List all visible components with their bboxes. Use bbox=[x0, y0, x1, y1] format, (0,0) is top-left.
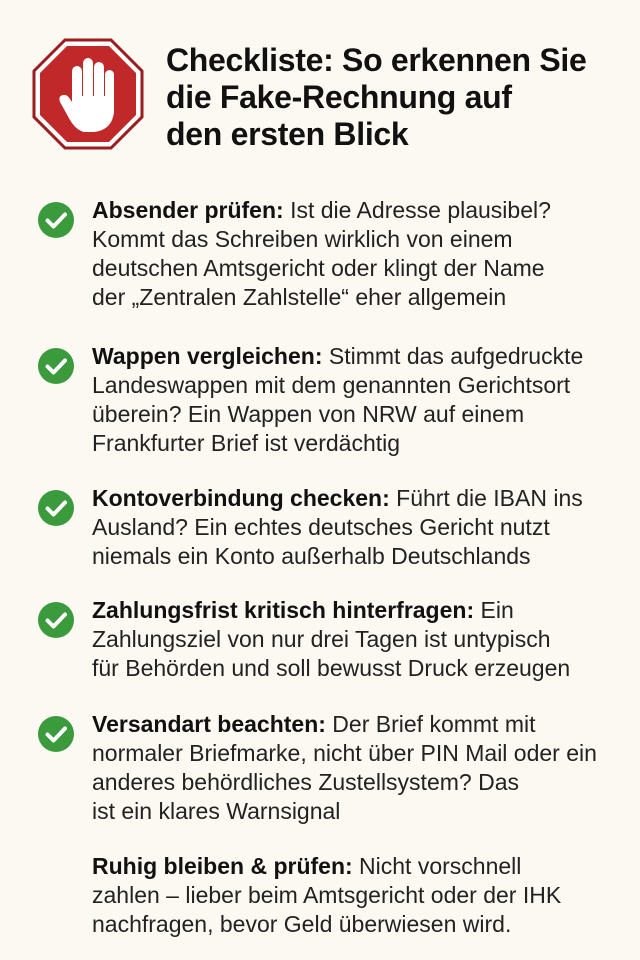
item-line: der „Zentralen Zahlstelle“ eher allgemein bbox=[92, 284, 507, 310]
item-text bbox=[92, 596, 628, 683]
item-line: deutschen Amtsgericht oder klingt der Name bbox=[92, 255, 545, 281]
item-line: Ein bbox=[474, 597, 514, 623]
item-line: anderes behördliches Zustellsystem? Das bbox=[92, 769, 519, 795]
title-line: Checkliste: So erkennen Sie bbox=[166, 42, 587, 78]
item-heading: Kontoverbindung checken: bbox=[92, 485, 390, 511]
item-line: Landeswappen mit dem genannten Gerichtsort bbox=[92, 372, 571, 398]
item-line: Ausland? Ein echtes deutsches Gericht nutzt bbox=[92, 514, 550, 540]
item-line: Der Brief kommt mit bbox=[325, 711, 536, 737]
item-heading: Ruhig bleiben & prüfen: bbox=[92, 853, 353, 879]
item-line: Stimmt das aufgedruckte bbox=[322, 343, 584, 369]
item-text bbox=[92, 484, 628, 571]
item-line: Führt die IBAN ins bbox=[389, 485, 583, 511]
item-heading: Versandart beachten: bbox=[92, 711, 326, 737]
item-text bbox=[92, 852, 628, 939]
check-circle-icon bbox=[38, 602, 74, 638]
item-line: Kommt das Schreiben wirklich von einem bbox=[92, 226, 513, 252]
item-heading: Absender prüfen: bbox=[92, 197, 284, 223]
item-text bbox=[92, 196, 628, 312]
item-text bbox=[92, 710, 628, 826]
item-line: ist ein klares Warnsignal bbox=[92, 798, 341, 824]
item-line: Zahlungsziel von nur drei Tagen ist untypisch bbox=[92, 626, 551, 652]
title-line: den ersten Blick bbox=[166, 116, 409, 152]
item-line: Frankfurter Brief ist verdächtig bbox=[92, 430, 401, 456]
check-circle-icon bbox=[38, 348, 74, 384]
title-line: die Fake-Rechnung auf bbox=[166, 79, 512, 115]
item-line: Nicht vorschnell bbox=[352, 853, 522, 879]
item-line: überein? Ein Wappen von NRW auf einem bbox=[92, 401, 525, 427]
item-heading: Wappen vergleichen: bbox=[92, 343, 323, 369]
check-circle-icon bbox=[38, 716, 74, 752]
item-text bbox=[92, 342, 628, 458]
item-line: Ist die Adresse plausibel? bbox=[283, 197, 551, 223]
item-line: normaler Briefmarke, nicht über PIN Mail oder ein bbox=[92, 740, 597, 766]
item-line: nachfragen, bevor Geld überwiesen wird. bbox=[92, 911, 512, 937]
check-circle-icon bbox=[38, 202, 74, 238]
item-line: für Behörden und soll bewusst Druck erzeugen bbox=[92, 655, 571, 681]
item-line: niemals ein Konto außerhalb Deutschlands bbox=[92, 543, 531, 569]
item-heading: Zahlungsfrist kritisch hinterfragen: bbox=[92, 597, 475, 623]
check-circle-icon bbox=[38, 490, 74, 526]
item-line: zahlen – lieber beim Amtsgericht oder der IHK bbox=[92, 882, 562, 908]
